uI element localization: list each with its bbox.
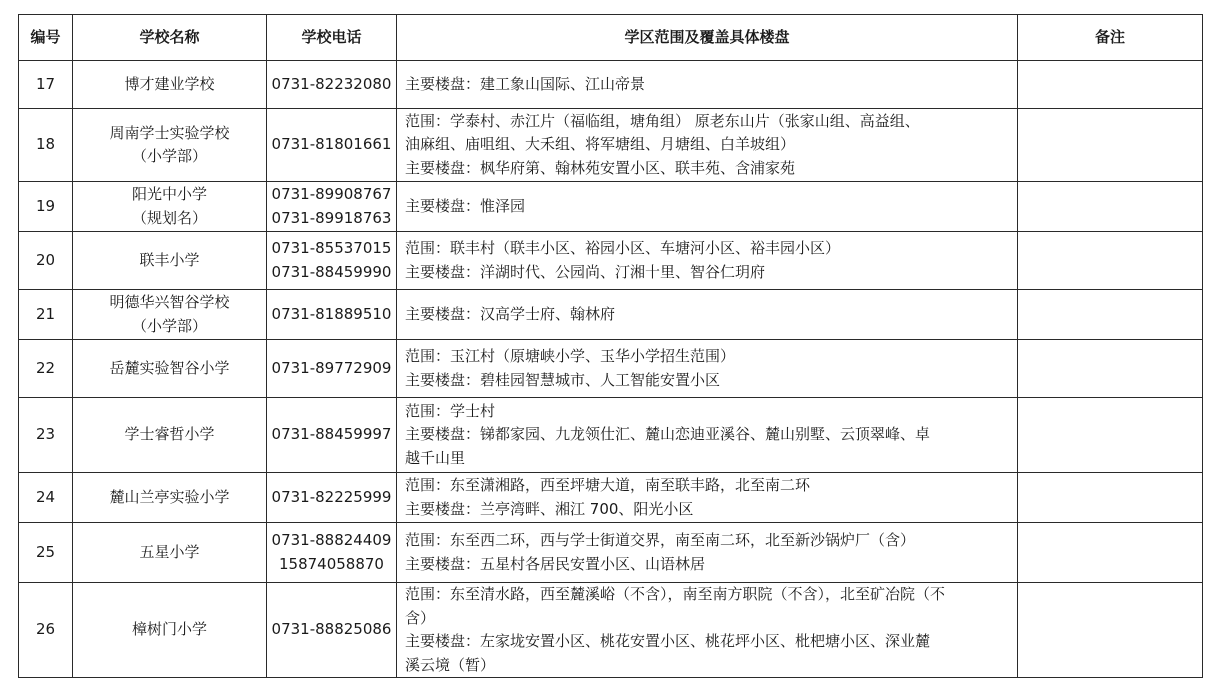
school-name-line: 学士睿哲小学 [124, 425, 215, 444]
school-name [73, 61, 267, 109]
header-no: 编号 [19, 15, 73, 61]
row-number: 18 [19, 109, 73, 182]
district-scope-line: 范围：东至西二环，西与学士街道交界，南至南二环，北至新沙锅炉厂（含） [405, 531, 916, 549]
table-row [19, 473, 1203, 523]
school-phone [267, 523, 397, 583]
remark-cell [1018, 109, 1203, 182]
header-row [19, 15, 1203, 61]
table-row [19, 232, 1203, 290]
remark-cell [1018, 398, 1203, 473]
remark-cell [1018, 182, 1203, 232]
school-phone-line: 15874058870 [279, 554, 384, 573]
district-scope-line: 范围：东至清水路，西至麓溪峪（不含），南至南方职院（不含），北至矿冶院（不 [405, 585, 946, 603]
table-row [19, 398, 1203, 473]
table-row [19, 290, 1203, 340]
school-phone [267, 61, 397, 109]
district-scope-line: 主要楼盘：兰亭湾畔、湘江 700、阳光小区 [405, 499, 694, 518]
remark-cell [1018, 232, 1203, 290]
school-name-line: 五星小学 [139, 542, 200, 561]
school-phone-line: 0731-81889510 [271, 304, 392, 323]
school-name [73, 109, 267, 182]
school-name-line: 岳麓实验智谷小学 [109, 358, 230, 377]
row-number: 26 [19, 583, 73, 678]
district-scope-line: 主要楼盘：汉高学士府、翰林府 [405, 304, 616, 323]
row-number: 25 [19, 523, 73, 583]
row-number: 19 [19, 182, 73, 232]
district-scope-line: 范围：学士村 [405, 401, 496, 420]
school-phone [267, 182, 397, 232]
school-name [73, 182, 267, 232]
school-name-line: 联丰小学 [139, 250, 200, 269]
school-name-line: 明德华兴智谷学校 [109, 293, 230, 311]
school-phone [267, 473, 397, 523]
school-phone [267, 398, 397, 473]
district-scope [397, 473, 1018, 523]
district-scope [397, 398, 1018, 473]
remark-cell [1018, 473, 1203, 523]
school-name [73, 473, 267, 523]
district-scope-line: 主要楼盘：锑都家园、九龙领仕汇、麓山恋迪亚溪谷、麓山别墅、云顶翠峰、卓 [405, 425, 931, 444]
school-phone-line: 0731-88459997 [271, 425, 392, 444]
district-scope-line: 油麻组、庙咀组、大禾组、将军塘组、月塘组、白羊坡组） [405, 135, 796, 154]
district-scope-line: 主要楼盘：建工象山国际、江山帝景 [405, 74, 646, 93]
school-name-line: 周南学士实验学校 [109, 123, 230, 142]
district-scope-line: 主要楼盘：枫华府第、翰林苑安置小区、联丰苑、含浦家苑 [405, 158, 796, 177]
row-number: 21 [19, 290, 73, 340]
school-phone-line: 0731-89772909 [271, 358, 392, 377]
school-phone-line: 0731-82225999 [271, 487, 392, 506]
district-scope [397, 61, 1018, 109]
row-number: 22 [19, 340, 73, 398]
table-row [19, 182, 1203, 232]
district-scope-line: 主要楼盘：五星村各居民安置小区、山语林居 [405, 554, 706, 573]
school-name [73, 232, 267, 290]
table-row [19, 583, 1203, 678]
district-scope [397, 583, 1018, 678]
district-scope-line: 含） [405, 608, 436, 627]
school-phone [267, 290, 397, 340]
district-scope [397, 109, 1018, 182]
district-scope-line: 主要楼盘：左家垅安置小区、桃花安置小区、桃花坪小区、枇杷塘小区、深业麓 [405, 632, 931, 650]
district-scope [397, 523, 1018, 583]
school-phone-line: 0731-88825086 [271, 620, 392, 639]
remark-cell [1018, 340, 1203, 398]
school-phone-line: 0731-88459990 [271, 262, 392, 281]
school-name-line: （小学部） [131, 147, 207, 165]
district-scope [397, 340, 1018, 398]
school-name-line: 麓山兰亭实验小学 [109, 487, 230, 506]
remark-cell [1018, 583, 1203, 678]
remark-cell [1018, 523, 1203, 583]
school-phone-line: 0731-85537015 [271, 239, 392, 257]
row-number: 23 [19, 398, 73, 473]
school-name-line: （小学部） [131, 316, 207, 335]
school-phone-line: 0731-82232080 [271, 74, 392, 93]
district-scope-line: 范围：玉江村（原塘峡小学、玉华小学招生范围） [405, 347, 736, 365]
row-number: 24 [19, 473, 73, 523]
school-phone [267, 232, 397, 290]
school-phone-line: 0731-81801661 [271, 135, 392, 154]
school-name-line: 博才建业学校 [124, 74, 215, 93]
school-phone-line: 0731-89908767 [271, 185, 392, 203]
school-phone [267, 340, 397, 398]
school-name [73, 290, 267, 340]
header-remark: 备注 [1018, 15, 1203, 61]
school-name-line: （规划名） [131, 208, 207, 227]
row-number: 17 [19, 61, 73, 109]
table-row [19, 109, 1203, 182]
table-row [19, 340, 1203, 398]
school-name [73, 583, 267, 678]
table-row [19, 61, 1203, 109]
school-name [73, 340, 267, 398]
school-name [73, 523, 267, 583]
district-scope-line: 主要楼盘：碧桂园智慧城市、人工智能安置小区 [405, 370, 721, 389]
table-row [19, 523, 1203, 583]
school-phone [267, 109, 397, 182]
school-district-table [18, 14, 1203, 678]
district-scope-line: 溪云境（暂） [405, 655, 496, 674]
district-scope-line: 范围：东至潇湘路，西至坪塘大道，南至联丰路，北至南二环 [405, 476, 811, 494]
school-phone [267, 583, 397, 678]
school-name-line: 阳光中小学 [131, 185, 207, 203]
row-number: 20 [19, 232, 73, 290]
school-name-line: 樟树门小学 [131, 620, 207, 639]
district-scope-line: 主要楼盘：惟泽园 [405, 196, 526, 215]
district-scope-line: 范围：联丰村（联丰小区、裕园小区、车塘河小区、裕丰园小区） [405, 239, 841, 257]
district-scope-line: 越千山里 [405, 448, 466, 467]
header-school-phone: 学校电话 [267, 15, 397, 61]
header-school-name: 学校名称 [73, 15, 267, 61]
school-phone-line: 0731-89918763 [271, 208, 392, 227]
district-scope [397, 182, 1018, 232]
district-scope-line: 主要楼盘：洋湖时代、公园尚、汀湘十里、智谷仁玥府 [405, 262, 766, 281]
district-scope [397, 290, 1018, 340]
remark-cell [1018, 61, 1203, 109]
header-district-scope: 学区范围及覆盖具体楼盘 [397, 15, 1018, 61]
district-scope [397, 232, 1018, 290]
school-name [73, 398, 267, 473]
district-scope-line: 范围：学泰村、赤江片（福临组，塘角组） 原老东山片（张家山组、高益组、 [405, 111, 920, 130]
school-phone-line: 0731-88824409 [271, 531, 392, 549]
remark-cell [1018, 290, 1203, 340]
